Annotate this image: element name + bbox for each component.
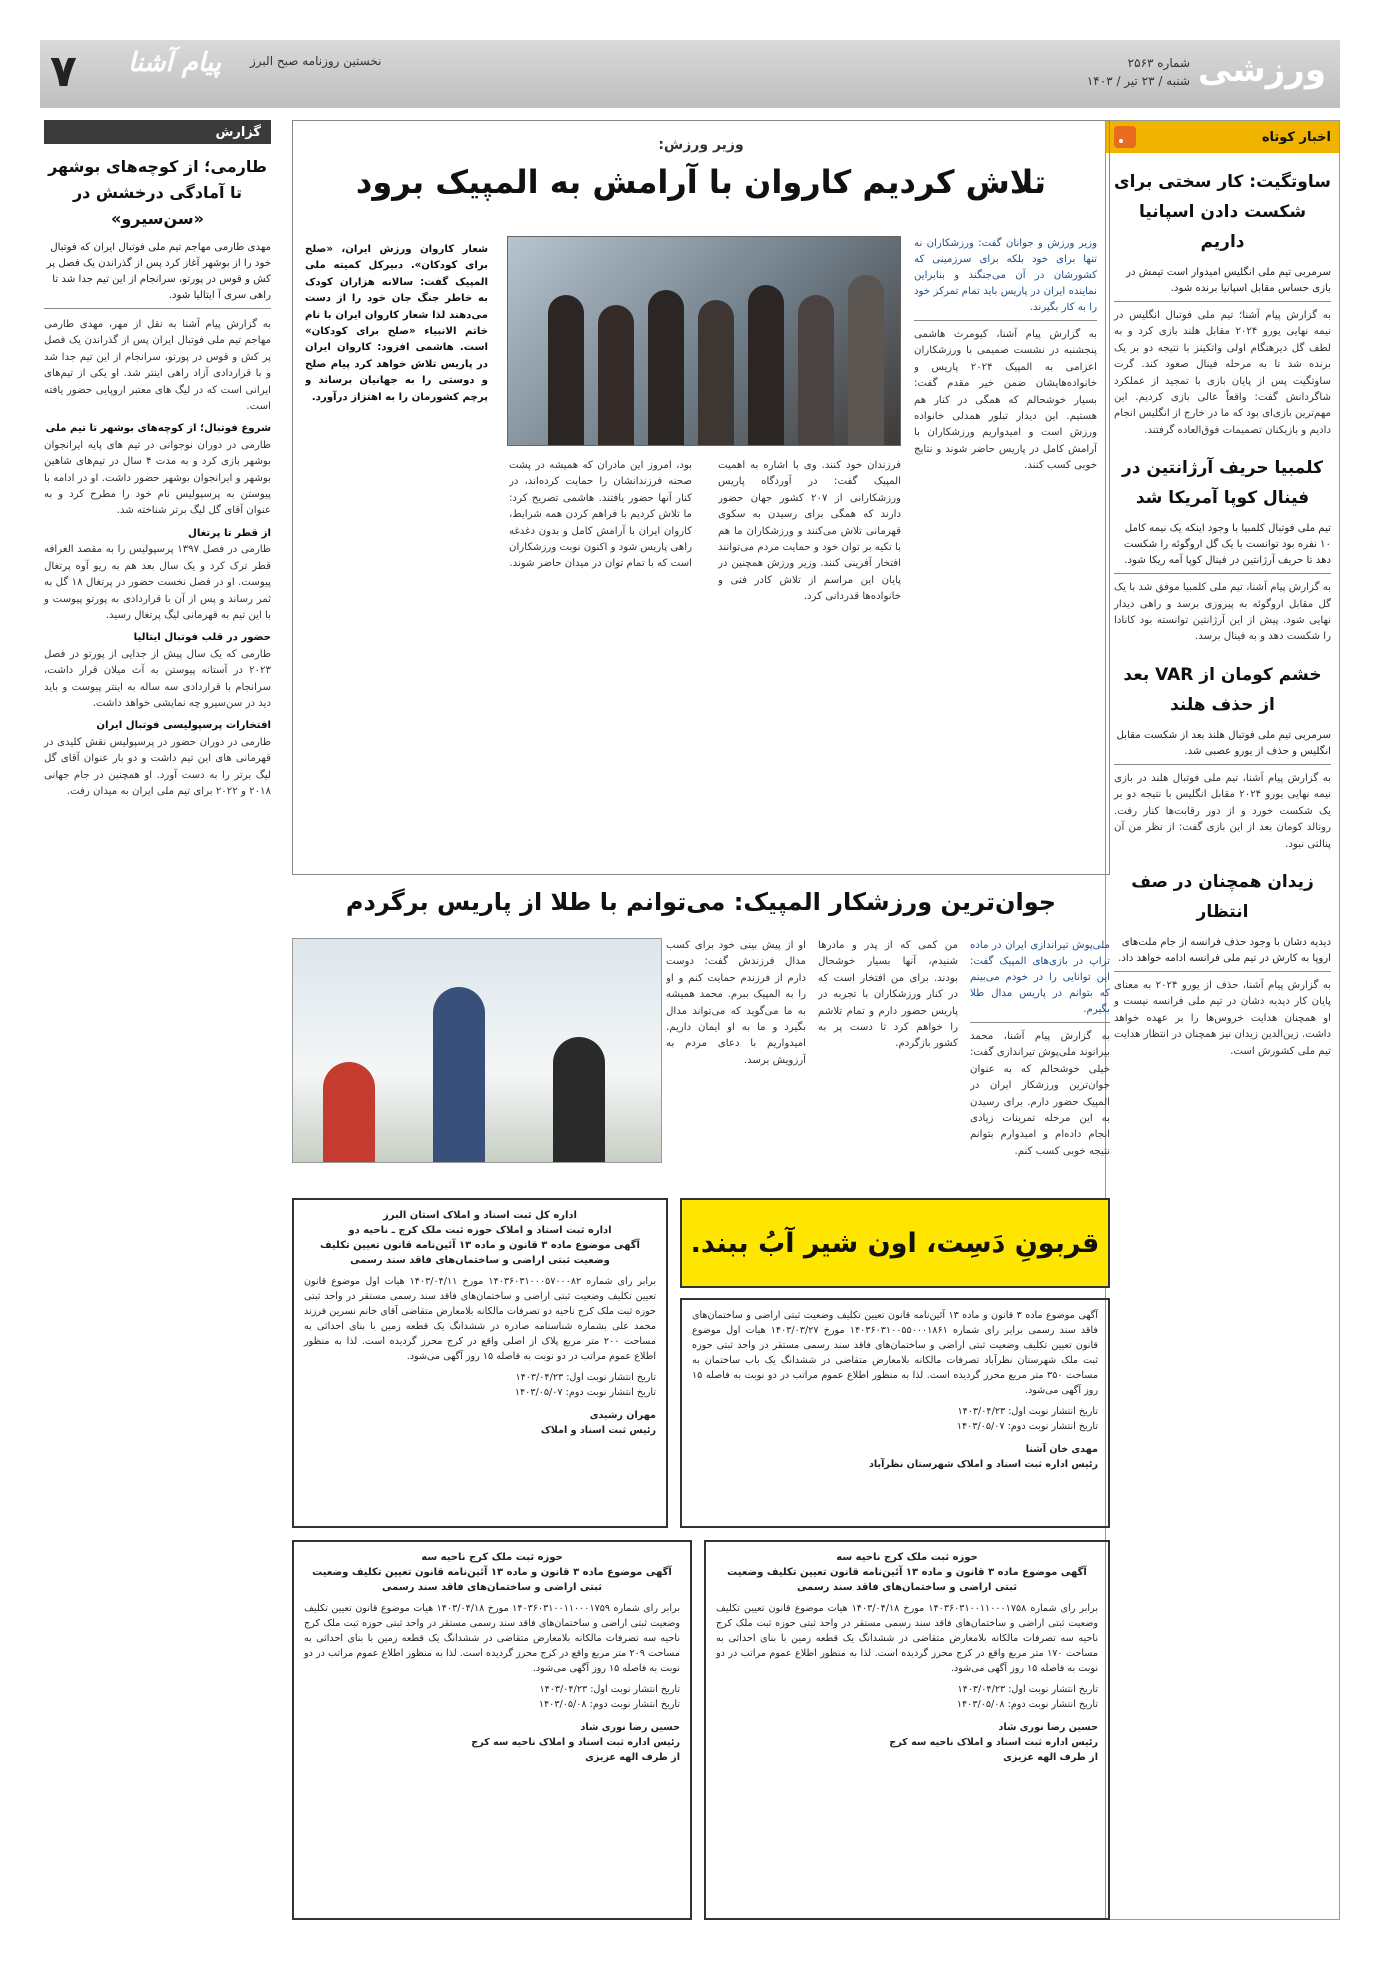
short-news-header <box>1106 121 1339 153</box>
report-lead: مهدی طارمی مهاجم تیم ملی فوتبال ایران که فوتبال خود را از بوشهر آغاز کرد پس از گذراندن یک فصل پر کش و قوس در پورتو، سرانجام از این تیم جدا شد تا راهی سری آ ایتالیا شود. <box>44 240 271 309</box>
short-news-story-lead: سرمربی تیم ملی فوتبال هلند بعد از شکست مقابل انگلیس و حذف از یورو عصبی شد. <box>1114 728 1331 765</box>
main-story-paragraph: فرزندان خود کنند. وی با اشاره به اهمیت المپیک گفت: در آوردگاه پاریس ورزشکارانی از ۲۰۷ کشور جهان حضور دارند که همگی برای رسیدن به سکوی قهرمانی تلاش می‌کنند و ورزشکاران ما هم با تکیه بر توان خود و حمایت مردم می‌توانند افتخار آفرینی کنند. وزیر ورزش همچنین در پایان این مراسم از تلاش کادر فنی و خانواده‌ها قدردانی کرد. <box>718 460 901 603</box>
shooter-story-paragraph: به گزارش پیام آشنا، محمد بیرانوند ملی‌پوش تیراندازی گفت: خیلی خوشحالم که به عنوان جوان‌ترین ورزشکار ایران در المپیک حضور دارم. برای رسیدن به این مرحله تمرینات زیادی انجام داده‌ام و امیدوارم بتوانم نتیجه خوبی کسب کنم. <box>970 1031 1110 1157</box>
shooter-story <box>292 888 1110 1188</box>
legal-notice-4 <box>704 1540 1110 1920</box>
report-title: طارمی؛ از کوچه‌های بوشهر تا آمادگی درخشش در «سن‌سیرو» <box>48 157 267 228</box>
notice-text: برابر رای شماره ۱۴۰۳۶۰۳۱۰۰۱۱۰۰۰۱۷۵۸ مورخ ۱۴۰۳/۰۴/۱۸ هیات موضوع قانون تعیین تکلیف وضعیت ثبتی اراضی و ساختمان‌های فاقد سند رسمی مستقر در واحد ثبتی حوزه ثبت ملک کرج ناحیه سه تصرفات مالکانه بلامعارض متقاضی در ششدانگ یک قطعه زمین با بنای احداثی به مساحت ۱۷۰ متر مربع واقع در کرج محرز گردیده است. لذا به منظور اطلاع عموم مراتب در دو نوبت به فاصله ۱۵ روز آگهی می‌شود. <box>716 1603 1099 1674</box>
water-saving-slogan: قربونِ دَسِت، اون شیر آبُ ببند. <box>680 1198 1110 1288</box>
short-news-story-title: کلمبیا حریف آرژانتین در فینال کوپا آمریکا شد <box>1122 458 1323 509</box>
short-news-story-title: زیدان همچنان در صف انتظار <box>1131 871 1314 922</box>
short-news-story <box>1114 167 1331 439</box>
report-header: گزارش <box>44 120 271 144</box>
report-paragraph: به گزارش پیام آشنا به نقل از مهر، مهدی طارمی مهاجم تیم ملی فوتبال ایران پس از گذراندن یک فصل پر کش و قوس در پورتو، سرانجام از این تیم جدا شد و با قراردادی آزاد راهی اینتر شد. او یکی از تیم‌های ایرانی است که در لیگ های معتبر اروپایی حضور یافته است. <box>44 319 271 413</box>
main-story-column-2 <box>718 458 901 864</box>
shooter-story-lead: ملی‌پوش تیراندازی ایران در ماده تراپ در بازی‌های المپیک گفت: این توانایی را در خودم می‌بینم که بتوانم در پاریس مدال طلا بگیرم. <box>970 938 1110 1023</box>
shooter-story-title: جوان‌ترین ورزشکار المپیک: می‌توانم با طلا از پاریس برگردم <box>345 888 1057 916</box>
newspaper-logo: پیام آشنا <box>128 48 221 78</box>
notice-text: آگهی موضوع ماده ۳ قانون و ماده ۱۳ آئین‌نامه قانون تعیین تکلیف وضعیت ثبتی اراضی و ساختمان‌های فاقد سند رسمی برابر رای شماره ۱۴۰۳۶۰۳۱۰۰۵۵۰۰۰۱۸۶۱ مورخ ۱۴۰۳/۰۳/۲۷ هیات اول موضوع قانون تعیین تکلیف وضعیت ثبتی اراضی و ساختمان‌های فاقد سند رسمی مستقر در واحد ثبتی حوزه ثبت ملک شهرستان نظرآباد تصرفات مالکانه بلامعارض متقاضی در ششدانگ یک باب ساختمان به مساحت ۳۵۰ متر مربع محرز گردیده است. لذا به منظور اطلاع عموم مراتب در دو نوبت به فاصله ۱۵ روز آگهی می‌شود. <box>692 1310 1098 1396</box>
rss-icon <box>1114 126 1136 148</box>
page-number: ۷ <box>50 46 77 97</box>
short-news-story <box>1114 660 1331 853</box>
shooter-story-column-2 <box>818 938 958 1163</box>
issue-date: شنبه / ۲۳ تیر / ۱۴۰۳ <box>1086 74 1190 88</box>
notice-text: برابر رای شماره ۱۴۰۳۶۰۳۱۰۰۰۵۷۰۰۰۸۲ مورخ ۱۴۰۳/۰۴/۱۱ هیات اول موضوع قانون تعیین تکلیف وضعیت ثبتی اراضی و ساختمان‌های فاقد سند رسمی مستقر در واحد ثبتی حوزه ثبت ملک کرج ناحیه دو تصرفات مالکانه بلامعارض متقاضی آقای خانم نسرین فرزند محمد علی بشماره شناسنامه صادره در ششدانگ یک قطعه زمین با بنای احداثی به مساحت ۲۰۰ متر مربع پلاک از اصلی واقع در کرج محرز گردیده است. لذا به منظور اطلاع عموم مراتب در دو نوبت به فاصله ۱۵ روز آگهی می‌شود. <box>304 1276 657 1362</box>
shooters-photo <box>292 938 662 1163</box>
report-paragraph: طارمی در دوران حضور در پرسپولیس نقش کلیدی در قهرمانی های این تیم داشت و دو بار عنوان آقای گل لیگ برتر را به دست آورد. او همچنین در جام جهانی ۲۰۱۸ و ۲۰۲۲ برای تیم ملی ایران به میدان رفت. <box>44 736 271 797</box>
notice-signature: حسین رضا نوری شاد رئیس اداره ثبت اسناد و املاک ناحیه سه کرج از طرف الهه عزیزی <box>471 1722 680 1763</box>
shooter-story-paragraph: او از پیش بینی خود برای کسب مدال فرزندش گفت: دوست دارم از فرزندم حمایت کنم و او را به المپیک ببرم. محمد همیشه به ما می‌گوید که می‌تواند مدال بگیرد و ما به او ایمان داریم. امیدواریم با دعای مردم به آرزویش برسد. <box>666 940 806 1066</box>
legal-notice-1 <box>292 1198 668 1528</box>
main-story <box>292 120 1110 875</box>
main-story-column-4 <box>305 236 488 864</box>
main-story-paragraph: به گزارش پیام آشنا، کیومرث هاشمی پنجشنبه در نشست صمیمی با ورزشکاران اعزامی به المپیک ۲۰۲۴ پاریس و خانواده‌هایشان ضمن خیر مقدم گفت: بسیار خوشحالم که همگی در کنار هم هستیم. این دیدار تبلور همدلی خانواده ورزش است و امیدواریم ورزشکاران با آرامش کامل در پاریس حاضر شوند و نتایج خوبی کسب کنند. <box>914 329 1097 472</box>
issue-number: شماره ۲۵۶۳ <box>1127 56 1190 70</box>
main-story-kicker: وزیر ورزش: <box>658 137 744 153</box>
notice-header: حوزه ثبت ملک کرج ناحیه سه آگهی موضوع ماده ۳ قانون و ماده ۱۳ آئین‌نامه قانون تعیین تکلیف وضعیت ثبتی اراضی و ساختمان‌های فاقد سند رسمی <box>312 1552 672 1593</box>
report-paragraph: طارمی در دوران نوجوانی در تیم های پایه ایرانجوان بوشهر بازی کرد و به مدت ۴ سال در تیم‌های شاهین بوشهر و ایرانجوان بوشهر حضور داشت. او در ادامه با پیوستن به پرسپولیس نام خود را مطرح کرد و به عنوان آقای گل لیگ برتر شناخته شد. <box>44 439 271 517</box>
legal-notice-3 <box>292 1540 692 1920</box>
short-news-story <box>1114 453 1331 646</box>
notice-signature: مهدی خان آشنا رئیس اداره ثبت اسناد و املاک شهرستان نظرآباد <box>868 1444 1098 1470</box>
report-column <box>40 120 275 1920</box>
notice-header: حوزه ثبت ملک کرج ناحیه سه آگهی موضوع ماده ۳ قانون و ماده ۱۳ آئین‌نامه قانون تعیین تکلیف وضعیت ثبتی اراضی و ساختمان‌های فاقد سند رسمی <box>727 1552 1087 1593</box>
short-news-story-title: خشم کومان از VAR بعد از حذف هلند <box>1123 664 1322 715</box>
main-story-lead: وزیر ورزش و جوانان گفت: ورزشکاران نه تنها برای خود بلکه برای سرزمینی که کشورشان در آن می‌جنگند و بنابراین نماینده ایران در پاریس باید تمام تمرکز خود را به کار بگیرند. <box>914 236 1097 321</box>
notice-dates: تاریخ انتشار نوبت اول: ۱۴۰۳/۰۴/۲۳ تاریخ انتشار نوبت دوم: ۱۴۰۳/۰۵/۰۸ <box>538 1684 680 1710</box>
short-news-column <box>1105 120 1340 1920</box>
report-subtitle: از قطر تا پرتغال <box>188 527 271 539</box>
report-body <box>44 317 271 800</box>
notice-dates: تاریخ انتشار نوبت اول: ۱۴۰۳/۰۴/۲۳ تاریخ انتشار نوبت دوم: ۱۴۰۳/۰۵/۰۷ <box>514 1372 656 1398</box>
main-story-paragraph: شعار کاروان ورزش ایران، «صلح برای کودکان». دبیرکل کمیته ملی المپیک گفت: سالانه هزاران کودک به خاطر جنگ جان خود را از دست می‌دهند لذا شعار کاروان ایران با نام خاتم الانبیاء «صلح برای کودکان» است. هاشمی افزود: کاروان ایران در پاریس تلاش خواهد کرد پیام صلح و دوستی را به جهانیان برساند و پرچم کشورمان را به اهتزاز درآورد. <box>305 244 488 403</box>
short-news-story <box>1114 867 1331 1060</box>
report-subtitle: افتخارات پرسپولیسی فوتبال ایران <box>96 720 271 732</box>
short-news-story-body: به گزارش پیام آشنا، حذف از یورو ۲۰۲۴ به معنای پایان کار دیدیه دشان در تیم ملی فرانسه نیست و او همچنان هدایت خروس‌ها را بر عهده خواهد داشت. زین‌الدین زیدان نیز همچنان در انتظار هدایت تیم ملی کشورش است. <box>1114 979 1331 1057</box>
legal-notice-2 <box>680 1298 1110 1528</box>
short-news-title: اخبار کوتاه <box>1261 129 1331 145</box>
short-news-story-body: به گزارش پیام آشنا؛ تیم ملی فوتبال انگلیس در نیمه نهایی یورو ۲۰۲۴ مقابل هلند بازی کرد و به لطف گل دیرهنگام اولی واتکینز با نتیجه دو بر یک برنده شد تا به مرحله فینال صعود کند. گرت ساوتگیت پس از پایان بازی با تمجید از عملکرد شاگردانش گفت: واقعاً عالی بازی کردیم. این مهم‌ترین بازی‌ای بود که ما در خارج از انگلیس انجام دادیم و بازیکنان تصمیمات فوق‌العاده گرفتند. <box>1114 310 1331 436</box>
main-story-column-1 <box>914 236 1097 864</box>
issue-info <box>1087 54 1190 90</box>
shooter-story-column-1 <box>970 938 1110 1163</box>
masthead <box>40 40 1340 108</box>
main-story-paragraph: بود، امروز این مادران که همیشه در پشت صحنه فرزندانشان را حمایت کرده‌اند، در کنار آنها حضور یافتند. هاشمی تصریح کرد: ما تلاش کردیم با فراهم کردن همه شرایط، کاروان ایران با آرامش کامل و بدون دغدغه راهی پاریس شود و اکنون نوبت ورزشکاران است که با تمام توان در میدان حاضر شوند. <box>509 460 692 570</box>
main-story-title: تلاش کردیم کاروان با آرامش به المپیک برود <box>355 163 1047 201</box>
notice-signature: مهران رشیدی رئیس ثبت اسناد و املاک <box>540 1410 656 1436</box>
section-name: ورزشی <box>1197 50 1326 90</box>
shooter-story-paragraph: من کمی که از پدر و مادرها شنیدم، آنها بسیار خوشحال بودند. برای من افتخار است که در کنار ورزشکاران با تجربه در پاریس حضور دارم و تمام تلاشم را خواهم کرد تا دست پر به کشور بازگردم. <box>818 940 958 1050</box>
report-subtitle: شروع فوتبال؛ از کوچه‌های بوشهر تا تیم ملی <box>45 423 271 435</box>
ministers-meeting-photo <box>507 236 901 446</box>
notice-dates: تاریخ انتشار نوبت اول: ۱۴۰۳/۰۴/۲۳ تاریخ انتشار نوبت دوم: ۱۴۰۳/۰۵/۰۷ <box>956 1406 1098 1432</box>
notice-signature: حسین رضا نوری شاد رئیس اداره ثبت اسناد و املاک ناحیه سه کرج از طرف الهه عزیزی <box>889 1722 1098 1763</box>
report-subtitle: حضور در قلب فوتبال ایتالیا <box>133 632 271 644</box>
notice-text: برابر رای شماره ۱۴۰۳۶۰۳۱۰۰۱۱۰۰۰۱۷۵۹ مورخ ۱۴۰۳/۰۴/۱۸ هیات موضوع قانون تعیین تکلیف وضعیت ثبتی اراضی و ساختمان‌های فاقد سند رسمی مستقر در واحد ثبتی حوزه ثبت ملک کرج ناحیه سه تصرفات مالکانه بلامعارض متقاضی در ششدانگ یک قطعه زمین با بنای احداثی به مساحت ۲۰۹ متر مربع واقع در کرج محرز گردیده است. لذا به منظور اطلاع عموم مراتب در دو نوبت به فاصله ۱۵ روز آگهی می‌شود. <box>304 1603 680 1674</box>
newspaper-page <box>40 40 1340 1930</box>
short-news-story-title: ساوتگیت: کار سختی برای شکست دادن اسپانیا داریم <box>1114 172 1331 252</box>
short-news-story-lead: تیم ملی فوتبال کلمبیا با وجود اینکه یک نیمه کامل ۱۰ نفره بود توانست با یک گل اروگوئه را شکست دهد تا حریف آرژانتین در فینال کوپا آمه ریکا شود. <box>1114 521 1331 574</box>
shooter-story-column-3 <box>666 938 806 1163</box>
tagline: نخستین روزنامه صبح البرز <box>250 54 382 68</box>
short-news-story-body: به گزارش پیام آشنا، تیم ملی فوتبال هلند در بازی نیمه نهایی یورو ۲۰۲۴ مقابل انگلیس با نتیجه دو بر یک شکست خورد و از دور رقابت‌ها کنار رفت. رونالد کومان بعد از این بازی گفت: از نظر من آن پنالتی نبود. <box>1114 772 1331 850</box>
notice-header: اداره کل ثبت اسناد و املاک استان البرز اداره ثبت اسناد و املاک حوزه ثبت ملک کرج ـ ناحیه دو آگهی موضوع ماده ۳ قانون و ماده ۱۳ آئین‌نامه قانون تعیین تکلیف وضعیت ثبتی اراضی و ساختمان‌های فاقد سند رسمی <box>320 1210 640 1266</box>
short-news-story-lead: سرمربی تیم ملی انگلیس امیدوار است تیمش در بازی حساس مقابل اسپانیا برنده شود. <box>1114 265 1331 302</box>
report-paragraph: طارمی که یک سال پیش از جدایی از پورتو در فصل ۲۰۲۳ در آستانه پیوستن به آث میلان قرار داشت، سرانجام با قراردادی سه ساله به اینتر پیوست و باید دید در سن‌سیرو چه نمایشی خواهد داشت. <box>44 648 271 709</box>
notice-dates: تاریخ انتشار نوبت اول: ۱۴۰۳/۰۴/۲۳ تاریخ انتشار نوبت دوم: ۱۴۰۳/۰۵/۰۸ <box>956 1684 1098 1710</box>
report-paragraph: طارمی در فصل ۱۳۹۷ پرسپولیس را به مقصد الغرافه قطر ترک کرد و یک سال بعد هم به ریو آوه پرتغال پیوست. او در فصل نخست حضور در پرتغال ۱۸ گل به ثمر رساند و پس از آن با قراردادی به پورتو پیوست و با این تیم به قهرمانی لیگ پرتغال رسید. <box>44 544 271 621</box>
short-news-story-body: به گزارش پیام آشنا، تیم ملی کلمبیا موفق شد با یک گل مقابل اروگوئه به پیروزی برسد و راهی دیدار نهایی شود. پیش از این آرژانتین توانسته بود کانادا را شکست دهد و به فینال برسد. <box>1114 582 1331 643</box>
short-news-story-lead: دیدیه دشان با وجود حذف فرانسه از جام ملت‌های اروپا به کارش در تیم ملی فرانسه ادامه خواهد داد. <box>1114 935 1331 972</box>
main-story-column-3 <box>509 458 692 864</box>
